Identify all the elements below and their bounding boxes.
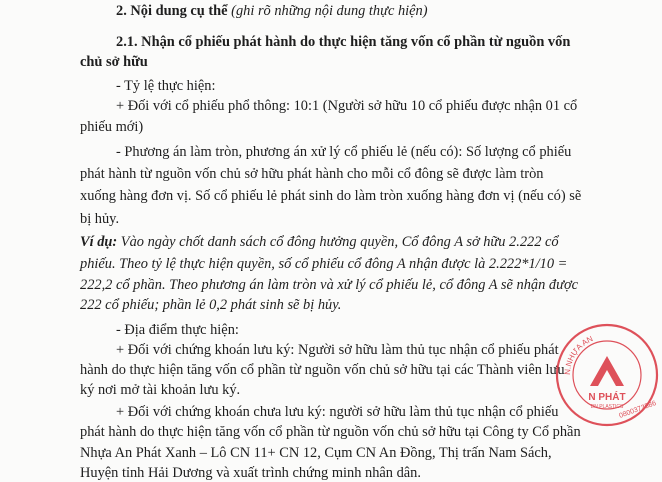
example-line3: 222,2 cổ phần. Theo phương án làm tròn và xử lý cổ phiếu lẻ, cổ đông A sẽ nhận được <box>80 277 579 293</box>
stamp-id-text: 0800373586 <box>618 399 658 420</box>
undeposited-line4: Huyện tỉnh Hải Dương và xuất trình chứng minh nhân dân. <box>80 465 421 481</box>
example-line4: 222 cổ phiếu; phần lẻ 0,2 phát sinh sẽ bị hủy. <box>80 297 342 313</box>
ratio-label: - Tỷ lệ thực hiện: <box>116 78 216 94</box>
deposited-line2: hành do thực hiện tăng vốn cổ phần từ nguồn vốn chủ sở hữu tại các Thành viên lưu <box>80 362 565 378</box>
stamp-center-text: N PHÁT <box>588 392 626 403</box>
stamp-ring-text: N.NHỰA AN <box>562 334 595 376</box>
stamp-logo-icon <box>590 356 624 386</box>
undeposited-line2: phát hành do thực hiện tăng vốn cổ phần từ nguồn vốn chủ sở hữu tại Công ty Cổ phần <box>80 424 581 440</box>
undeposited-line1: + Đối với chứng khoán chưa lưu ký: người sở hữu làm thủ tục nhận cổ phiếu <box>116 404 559 420</box>
example-line1 <box>80 233 559 251</box>
rounding-line1: - Phương án làm tròn, phương án xử lý cổ phiếu lẻ (nếu có): Số lượng cổ phiếu <box>116 144 572 160</box>
ratio-line2: phiếu mới) <box>80 119 144 135</box>
undeposited-line3: Nhựa An Phát Xanh – Lô CN 11+ CN 12, Cụm CN An Đồng, Thị trấn Nam Sách, <box>80 445 552 461</box>
rounding-line4: bị hủy. <box>80 211 120 227</box>
deposited-line3: ký nơi mở tài khoản lưu ký. <box>80 382 241 398</box>
ratio-line1: + Đối với cổ phiếu phổ thông: 10:1 (Người sở hữu 10 cổ phiếu được nhận 01 cổ <box>116 98 578 114</box>
rounding-line3: xuống hàng đơn vị. Số cổ phiếu lẻ phát sinh do làm tròn xuống hàng đơn vị (nếu có) sẽ <box>80 188 582 204</box>
stamp-sub-text: DN PLASTICS <box>590 404 624 410</box>
example-text-line1: Vào ngày chốt danh sách cổ đông hưởng quyền, Cổ đông A sở hữu 2.222 cổ <box>120 234 559 250</box>
deposited-line1: + Đối với chứng khoán lưu ký: Người sở hữu làm thủ tục nhận cổ phiếu phát <box>116 342 559 358</box>
example-label: Ví dụ: <box>80 234 118 250</box>
section-2-1-title-line1: 2.1. Nhận cổ phiếu phát hành do thực hiện tăng vốn cổ phần từ nguồn vốn <box>116 34 571 50</box>
section-2-heading-note: (ghi rõ những nội dung thực hiện) <box>231 3 428 19</box>
location-label: - Địa điểm thực hiện: <box>116 322 239 338</box>
section-2-heading-bold: 2. Nội dung cụ thể <box>116 3 228 19</box>
section-2-1-title-line2: chủ sở hữu <box>80 54 148 70</box>
section-2-heading <box>116 2 428 20</box>
rounding-line2: phát hành từ nguồn vốn chủ sở hữu phát hành cho mỗi cổ đông sẽ được làm tròn <box>80 166 544 182</box>
example-line2: phiếu. Theo tỷ lệ thực hiện quyền, số cổ phiếu cổ đông A nhận được là 2.222*1/10 = <box>80 256 568 272</box>
company-seal-stamp <box>552 320 662 430</box>
